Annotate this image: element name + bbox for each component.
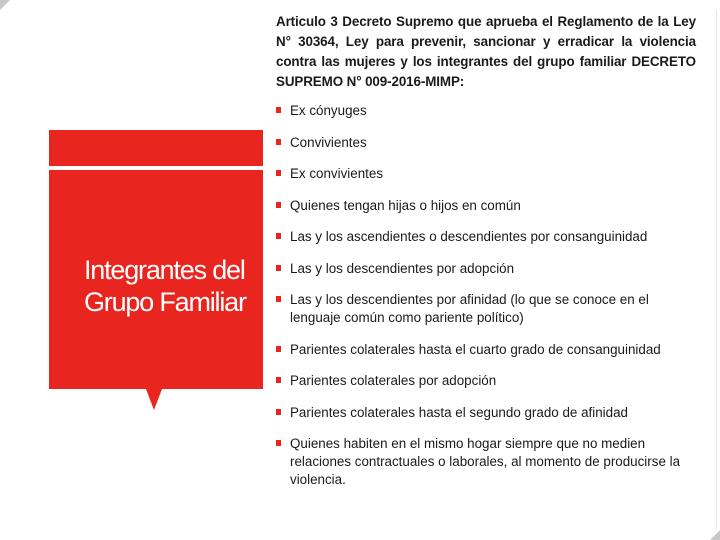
list-item: [276, 404, 696, 422]
bullet-icon: [276, 440, 281, 446]
list-item-text: Quienes habiten en el mismo hogar siempre que no medien relaciones contractuales o laborales, al momento de producirse la violencia.: [290, 436, 681, 487]
bullet-icon: [276, 265, 281, 271]
list-item-text: Las y los ascendientes o descendientes por consanguinidad: [290, 229, 648, 244]
bullet-icon: [276, 107, 281, 113]
list-item-text: Las y los descendientes por afinidad (lo que se conoce en el lenguaje común como pariente político): [290, 292, 649, 325]
content-block: [276, 12, 696, 503]
list-item-text: Quienes tengan hijas o hijos en común: [290, 197, 521, 213]
list-item-text: Parientes colaterales por adopción: [290, 373, 497, 388]
article-heading: Articulo 3 Decreto Supremo que aprueba el Reglamento de la Ley N° 30364, Ley para prevenir, sancionar y erradicar la violencia contra las mujeres y los integrantes del grupo familiar DECRETO SUPREMO N° 009-2016-MIMP:: [276, 14, 696, 89]
list-item: [276, 341, 696, 359]
list-item: [276, 260, 696, 278]
bullet-icon: [276, 409, 281, 415]
bullet-icon: [276, 346, 281, 352]
list-item: [276, 134, 696, 152]
panel-pointer-arrow: [146, 389, 162, 410]
list-item-text: Las y los descendientes por adopción: [290, 260, 515, 276]
list-item: [276, 102, 696, 120]
list-item-text: Ex cónyuges: [290, 103, 367, 118]
panel-title: Integrantes del Grupo Familiar: [84, 255, 246, 317]
list-item: [276, 372, 696, 390]
bullet-icon: [276, 202, 281, 208]
list-item-text: Convivientes: [290, 134, 367, 150]
red-accent-bar: [49, 130, 263, 166]
list-item: [276, 228, 696, 246]
corner-decoration-top-left: [0, 0, 10, 10]
list-item-text: Ex convivientes: [290, 166, 384, 181]
list-item: [276, 197, 696, 215]
bullet-icon: [276, 377, 281, 383]
member-list: [276, 102, 696, 489]
list-item: [276, 435, 696, 489]
list-item: [276, 291, 696, 327]
list-item: [276, 165, 696, 183]
bullet-icon: [276, 296, 281, 302]
bullet-icon: [276, 170, 281, 176]
list-item-text: Parientes colaterales hasta el segundo grado de afinidad: [290, 404, 628, 420]
list-item-text: Parientes colaterales hasta el cuarto grado de consanguinidad: [290, 341, 661, 357]
side-divider-line: [716, 10, 717, 530]
corner-decoration-bottom-right: [710, 530, 720, 540]
bullet-icon: [276, 233, 281, 239]
bullet-icon: [276, 139, 281, 145]
